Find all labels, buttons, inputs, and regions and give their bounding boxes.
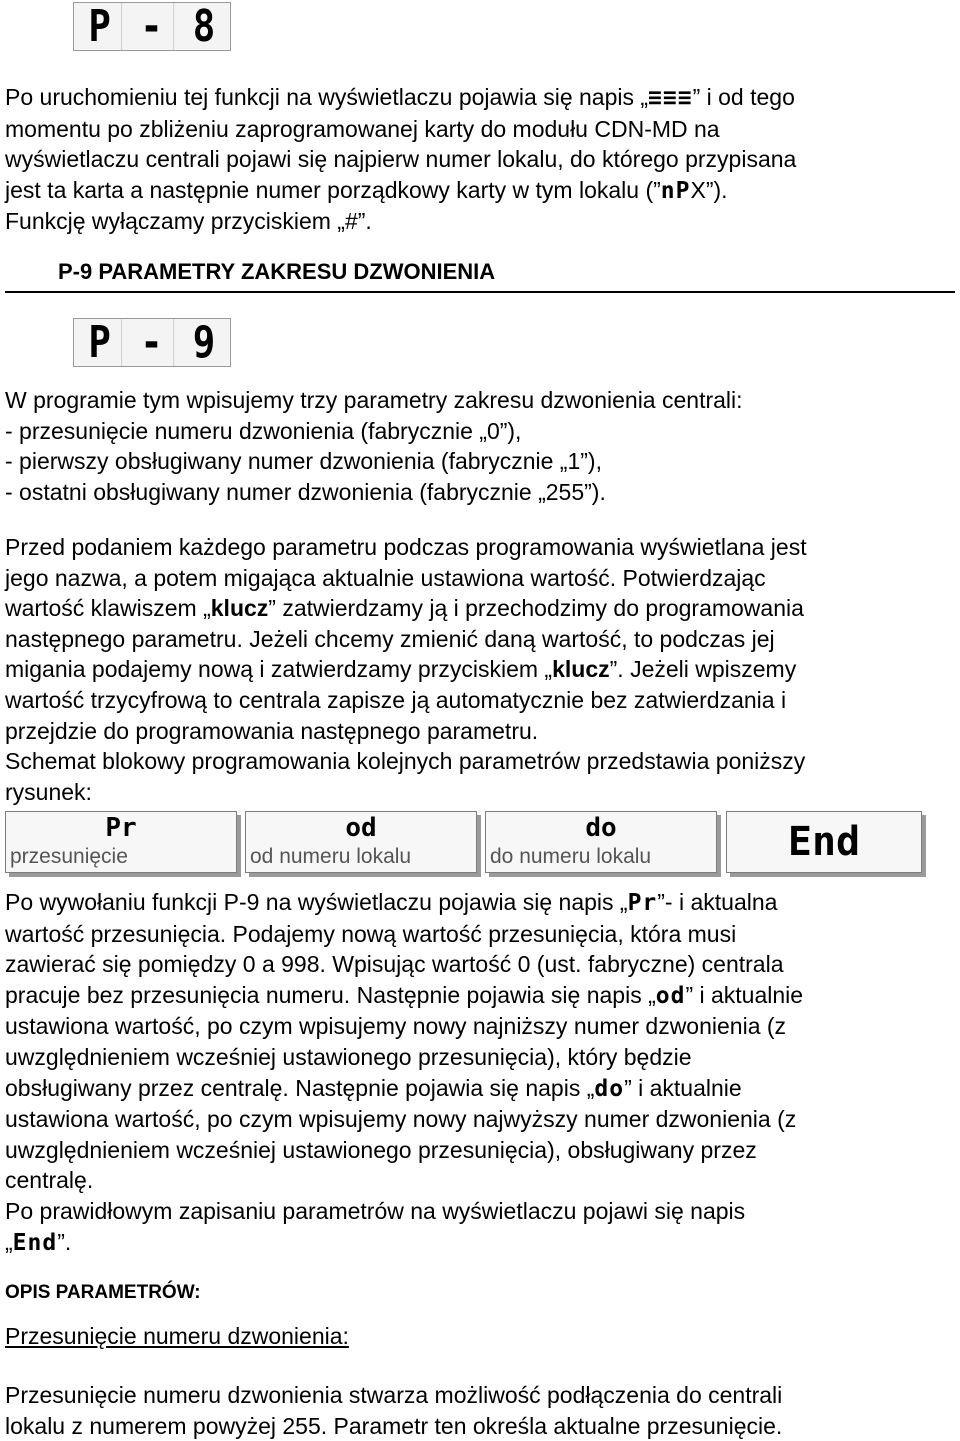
text-line: Po wywołaniu funkcji P-9 na wyświetlaczu pojawia się napis „Pr”- i aktualna: [5, 889, 778, 916]
block-code: End: [787, 819, 861, 865]
text-line: ustawiona wartość, po czym wpisujemy nowy najwyższy numer dzwonienia (z: [5, 1106, 797, 1133]
text-line: Przed podaniem każdego parametru podczas programowania wyświetlana jest: [5, 534, 807, 560]
params-paragraph: [5, 385, 955, 507]
display-digit: P: [78, 319, 122, 366]
display-digit: 9: [192, 317, 216, 368]
text-line: Przesunięcie numeru dzwonienia stwarza możliwość podłączenia do centrali: [5, 1382, 783, 1408]
text-line: Schemat blokowy programowania kolejnych parametrów przedstawia poniższy: [5, 748, 806, 775]
diagram-block-do: [485, 811, 717, 873]
intro-paragraph: [5, 82, 955, 237]
text-line: wartość trzycyfrową to centrala zapisze ją automatycznie bez zatwierdzania i: [5, 686, 787, 713]
text-line: przejdzie do programowania następnego parametru.: [5, 717, 539, 744]
final-paragraph: [5, 1380, 955, 1441]
block-label: od numeru lokalu: [250, 845, 412, 868]
text-line: uwzględnieniem wcześniej ustawionego przesunięcia), obsługiwany przez: [5, 1136, 757, 1163]
list-item: - ostatni obsługiwany numer dzwonienia (fabrycznie „255”).: [5, 478, 606, 505]
text-line: następnego parametru. Jeżeli chcemy zmienić daną wartość, to podczas jej: [5, 625, 775, 652]
block-label: do numeru lokalu: [490, 845, 652, 868]
display-digit: -: [130, 319, 174, 366]
display-digit: -: [130, 3, 174, 50]
block-code: do: [585, 813, 617, 843]
block-label: przesunięcie: [10, 845, 128, 868]
display-code: End: [12, 1229, 58, 1256]
diagram-block-od: [245, 811, 477, 873]
text-line: Funkcję wyłączamy przyciskiem „#”.: [5, 208, 372, 235]
heading-rule: [5, 291, 955, 293]
key-name: klucz: [552, 656, 610, 683]
text-line: obsługiwany przez centralę. Następnie pojawia się napis „do” i aktualnie: [5, 1074, 742, 1102]
description-paragraph: [5, 887, 955, 1258]
programming-paragraph: [5, 532, 955, 807]
display-code: do: [594, 1075, 625, 1102]
opis-heading: OPIS PARAMETRÓW:: [5, 1282, 201, 1303]
text-line: wartość przesunięcia. Podajemy nową wartość przesunięcia, która musi: [5, 920, 737, 947]
sub-heading: Przesunięcie numeru dzwonienia:: [5, 1323, 349, 1349]
section-heading: P-9 PARAMETRY ZAKRESU DZWONIENIA: [58, 259, 496, 284]
key-name: klucz: [210, 595, 269, 622]
text-line: pracuje bez przesunięcia numeru. Następnie pojawia się napis „od” i aktualnie: [5, 981, 804, 1009]
text-line: lokalu z numerem powyżej 255. Parametr ten określa aktualne przesunięcie.: [5, 1412, 783, 1439]
display-code: Pr: [627, 890, 658, 916]
text-line: Po uruchomieniu tej funkcji na wyświetlaczu pojawia się napis „≡≡≡” i od tego: [5, 84, 795, 111]
diagram-block-end: [726, 811, 922, 873]
text-line: rysunek:: [5, 778, 92, 805]
text-line: uwzględnieniem wcześniej ustawionego przesunięcia), który będzie: [5, 1043, 692, 1070]
display-digit: 8: [192, 1, 216, 52]
display-code: nP: [660, 177, 691, 204]
text-line: Po prawidłowym zapisaniu parametrów na wyświetlaczu pojawi się napis: [5, 1197, 746, 1224]
display-p9: [73, 318, 231, 367]
text-line: wyświetlaczu centrali pojawi się najpierw numer lokalu, do którego przypisana: [5, 146, 797, 173]
list-item: - pierwszy obsługiwany numer dzwonienia (fabrycznie „1”),: [5, 448, 602, 475]
display-code: od: [655, 982, 686, 1009]
text-line: migania podajemy nową i zatwierdzamy przyciskiem „klucz”. Jeżeli wpiszemy: [5, 656, 797, 683]
text-line: centralę.: [5, 1167, 94, 1194]
diagram-block-pr: [5, 811, 237, 873]
text-line: jego nazwa, a potem migająca aktualnie ustawiona wartość. Potwierdzając: [5, 564, 766, 591]
display-digit: P: [78, 3, 122, 50]
display-p8: [73, 2, 231, 51]
text-line: W programie tym wpisujemy trzy parametry zakresu dzwonienia centrali:: [5, 387, 743, 413]
display-code: ≡≡≡: [648, 85, 693, 111]
block-code: Pr: [105, 813, 137, 843]
block-code: od: [345, 813, 377, 843]
text-line: jest ta karta a następnie numer porządkowy karty w tym lokalu (”nPX”).: [5, 176, 728, 204]
list-item: - przesunięcie numeru dzwonienia (fabrycznie „0”),: [5, 417, 522, 444]
text-line: „End”.: [5, 1228, 72, 1256]
text-line: ustawiona wartość, po czym wpisujemy nowy najniższy numer dzwonienia (z: [5, 1013, 787, 1040]
text-line: zawierać się pomiędzy 0 a 998. Wpisując wartość 0 (ust. fabryczne) centrala: [5, 951, 784, 978]
text-line: wartość klawiszem „klucz” zatwierdzamy ją i przechodzimy do programowania: [5, 595, 804, 622]
text-line: momentu po zbliżeniu zaprogramowanej karty do modułu CDN-MD na: [5, 115, 720, 142]
